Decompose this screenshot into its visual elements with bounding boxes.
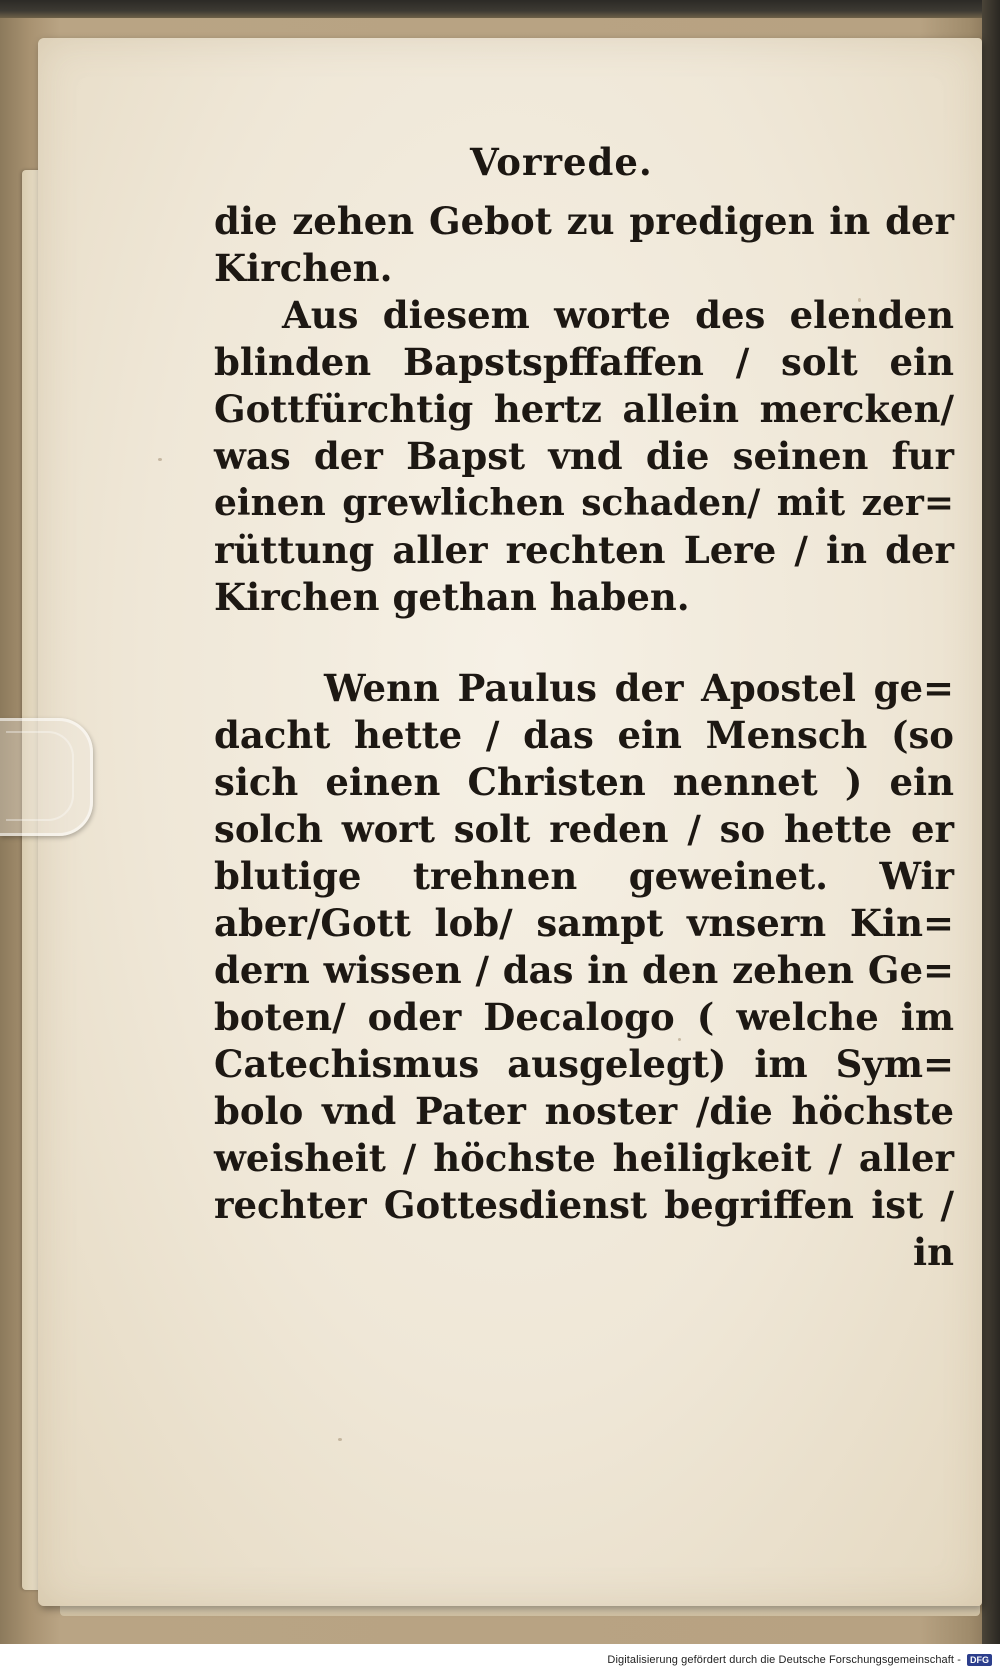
text-line: rechter Gottesdienst begriffen ist / (214, 1183, 954, 1227)
text-line: die zehen Gebot zu predigen in der (214, 199, 954, 243)
text-line: Aus diesem worte des elenden (282, 293, 954, 337)
text-line: Kirchen. (214, 246, 393, 290)
text-line: Catechismus ausgelegt) im Sym= (214, 1042, 954, 1086)
text-line: weisheit / höchste heiligkeit / aller (214, 1136, 954, 1180)
paragraph-1 (214, 198, 954, 292)
page-clip (0, 718, 93, 836)
dfg-logo: DFG (967, 1654, 992, 1666)
text-line: solch wort solt reden / so hette er (214, 807, 954, 851)
paper-speck (158, 458, 162, 461)
page-clip-inner (6, 731, 74, 821)
catchword: in (913, 1230, 954, 1274)
text-line: dacht hette / das ein Mensch (so (214, 713, 954, 757)
text-line: bolo vnd Pater noster /die höchste (214, 1089, 954, 1133)
text-line: rüttung aller rechten Lere / in der (214, 528, 954, 572)
footer-credit-bar (0, 1648, 1000, 1671)
text-line: blutige trehnen geweinet. Wir (214, 854, 954, 898)
text-line: blinden Bapstspffaffen / solt ein (214, 340, 954, 384)
funding-credit: Digitalisierung gefördert durch die Deutsche Forschungsgemeinschaft - (607, 1653, 961, 1666)
text-line: Kirchen gethan haben. (214, 575, 690, 619)
top-shadow-strip (0, 0, 1000, 18)
right-dark-edge (982, 0, 1000, 1644)
text-line: boten/ oder Decalogo ( welche im (214, 995, 954, 1039)
paragraph-3 (214, 665, 954, 1276)
text-line: dern wissen / das in den zehen Ge= (214, 948, 954, 992)
text-line: aber/Gott lob/ sampt vnsern Kin= (214, 901, 954, 945)
paragraph-2 (214, 292, 954, 621)
text-line: Wenn Paulus der Apostel ge= (324, 666, 954, 710)
text-line: Gottfürchtig hertz allein mercken/ (214, 387, 954, 431)
text-line: einen grewlichen schaden/ mit zer= (214, 482, 954, 524)
text-line: was der Bapst vnd die seinen fur (214, 434, 954, 478)
paper-speck (338, 1438, 342, 1441)
text-line: sich einen Christen nennet ) ein (214, 760, 954, 804)
running-head: Vorrede. (470, 140, 653, 184)
